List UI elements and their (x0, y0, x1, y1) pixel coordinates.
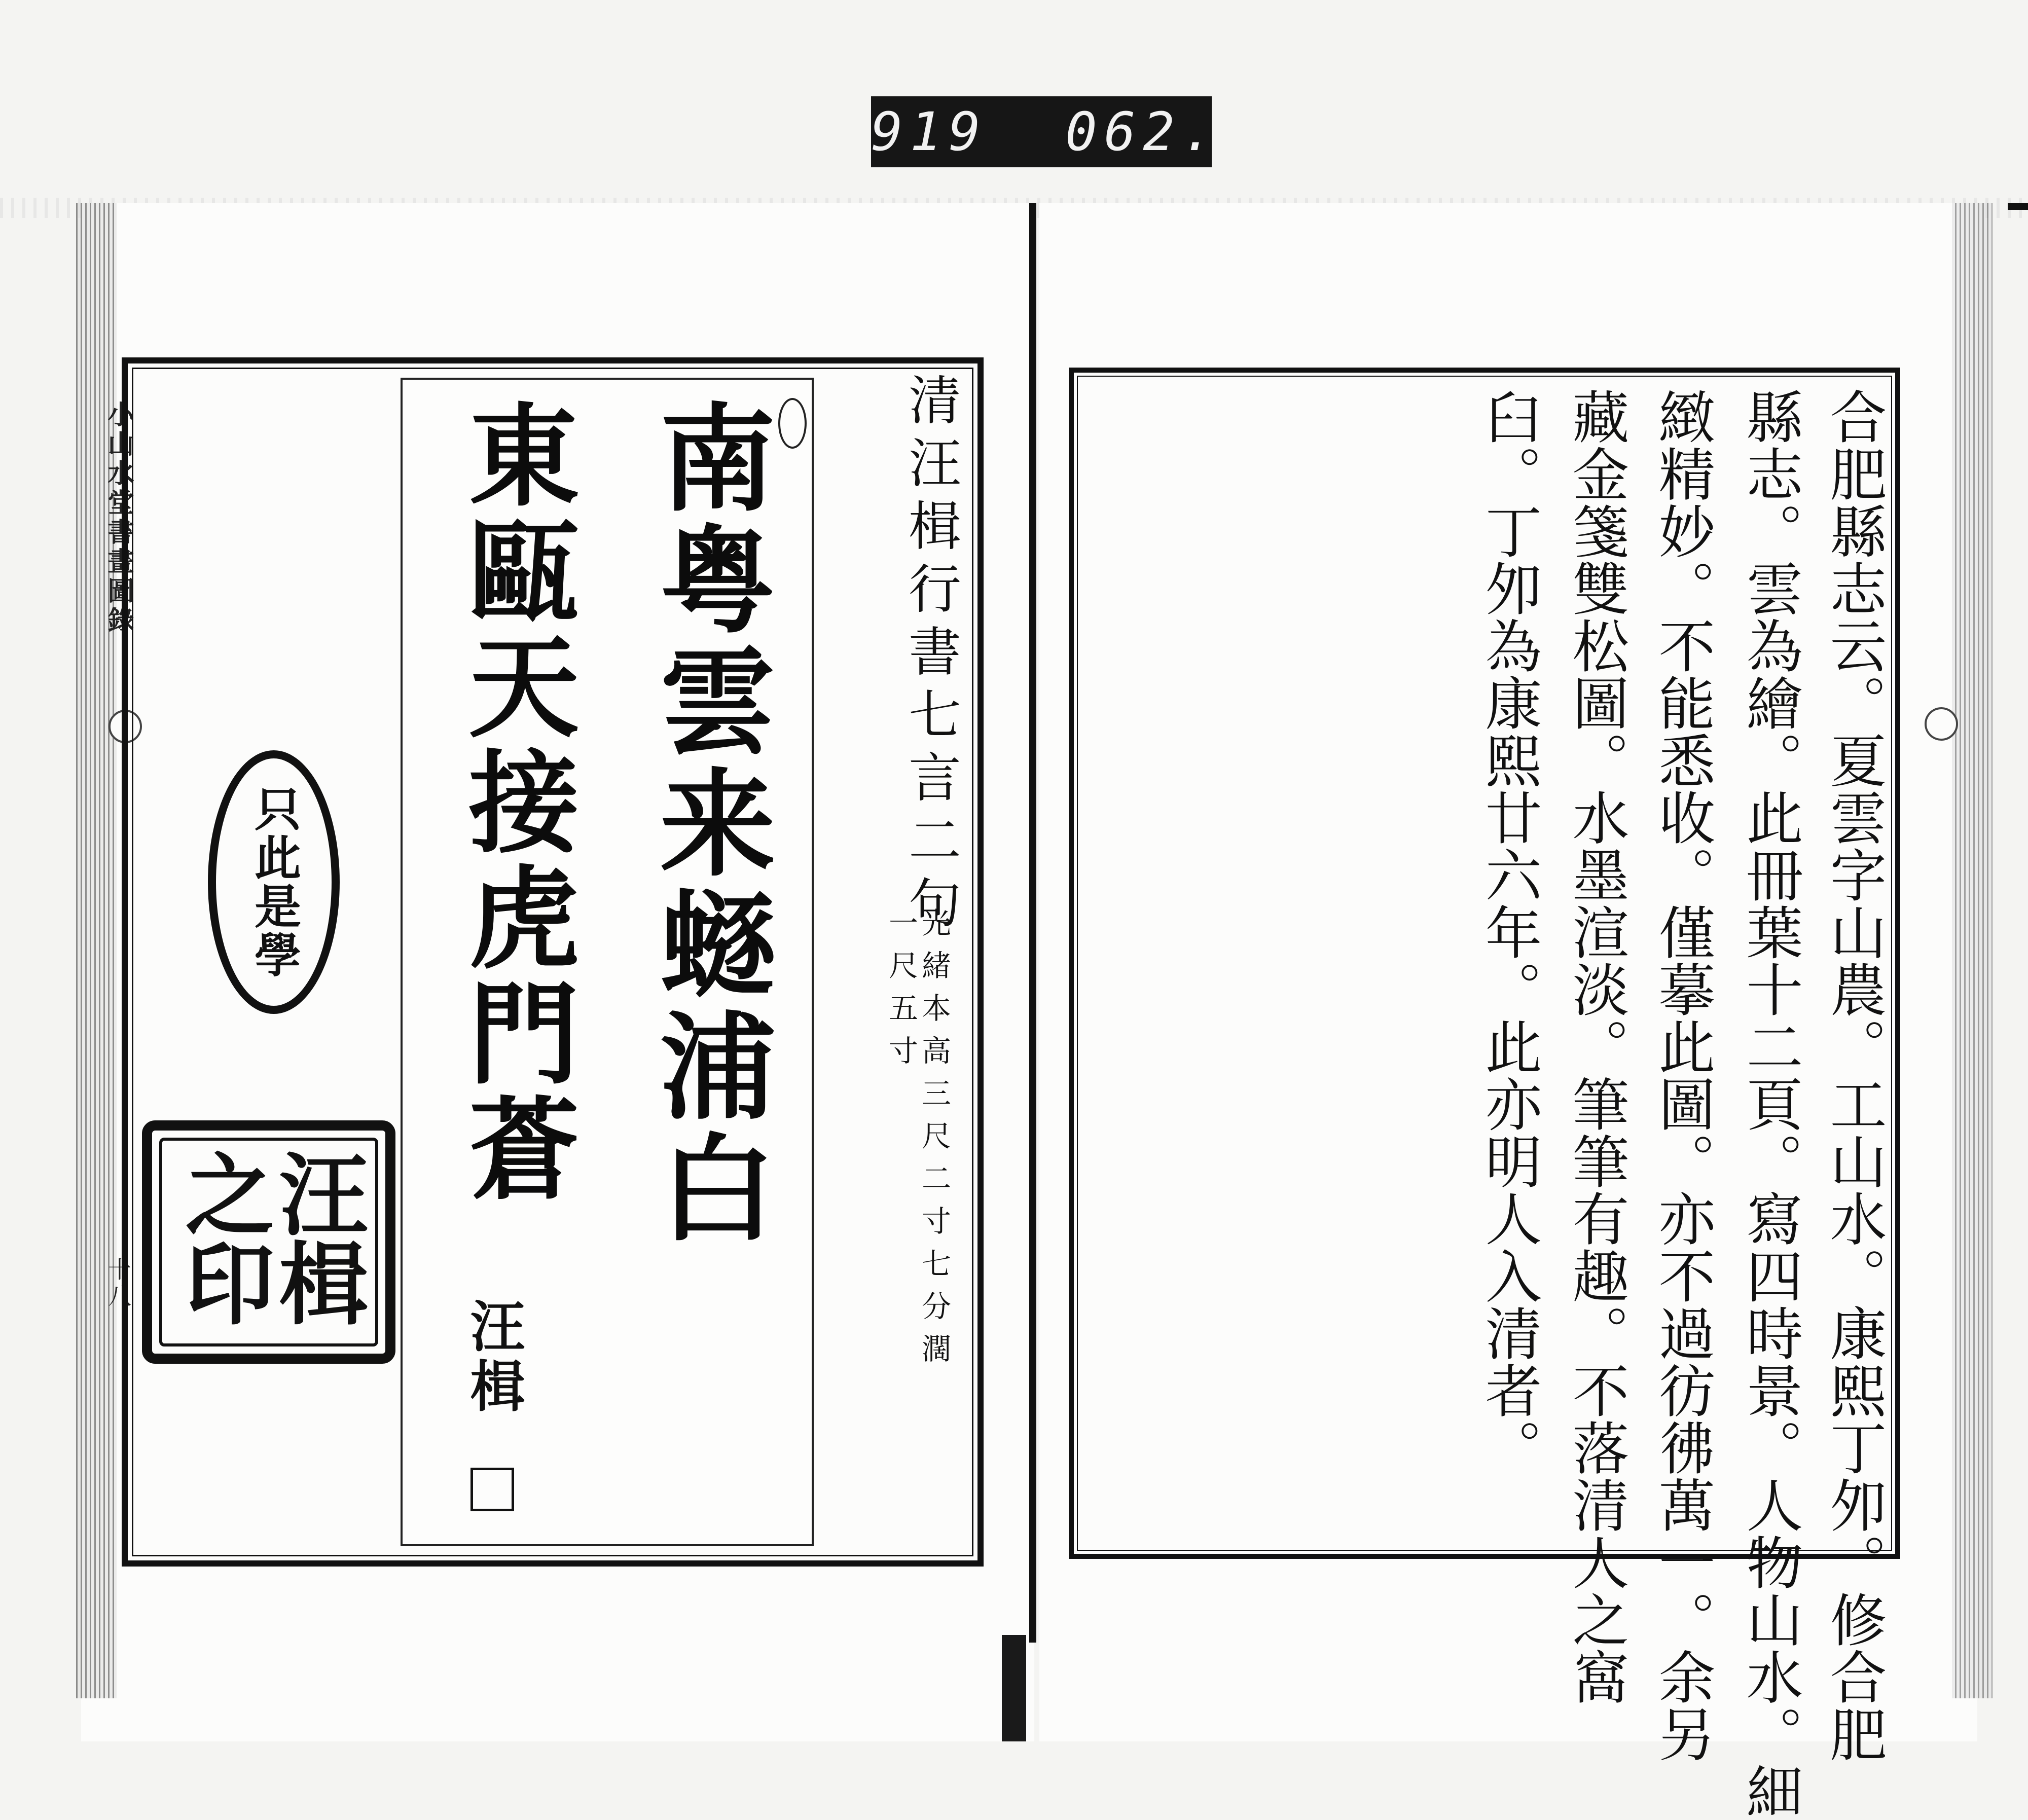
margin-page-number: 十八 (104, 1257, 132, 1310)
plate-caption: 清汪楫行書七言二句 (899, 373, 961, 938)
dimension-note-line-2: 一尺五寸 (884, 907, 918, 1078)
book-gutter (1029, 203, 1036, 1643)
body-text-column-1: 合肥縣志云。夏雲字山農。工山水。康熙丁夘。修合肥 (1821, 388, 1887, 1763)
dimension-note-line-1: 光緒本高三尺二寸七分濶 (917, 907, 951, 1376)
body-text-column-2: 縣志。雲為繪。此冊葉十二頁。寫四時景。人物山水。細 (1737, 388, 1803, 1820)
oval-seal-text: 只此是學 (247, 785, 301, 979)
oval-seal (208, 750, 340, 1014)
margin-book-title: 小山水堂書畫圖錄 (103, 401, 133, 636)
calligraphy-line-2: 東甌天接虎門蒼 (450, 398, 580, 1207)
calligraphy-line-1: 南粤雲来𧏿浦白 (641, 398, 777, 1250)
body-text-column-3: 緻精妙。不能悉收。僅摹此圖。亦不過彷彿萬一。余另 (1649, 388, 1715, 1763)
artist-signature: 汪楫 (461, 1298, 525, 1417)
gutter-tab (1002, 1635, 1026, 1741)
body-text-column-5: 臼。丁夘為康熙廿六年。此亦明人入清者。 (1476, 388, 1542, 1476)
square-seal (142, 1120, 395, 1364)
archive-number-label: 919 062. (871, 96, 1212, 167)
edge-tick (2008, 203, 2028, 210)
body-text-column-4: 藏金箋雙松圖。水墨渲淡。筆筆有趣。不落清人之窩 (1563, 388, 1629, 1705)
punch-hole-right (1925, 707, 1958, 741)
right-page-edge (1952, 203, 1993, 1698)
small-seal-mark (470, 1468, 514, 1511)
square-seal-text: 汪楫之印 (170, 1148, 368, 1327)
